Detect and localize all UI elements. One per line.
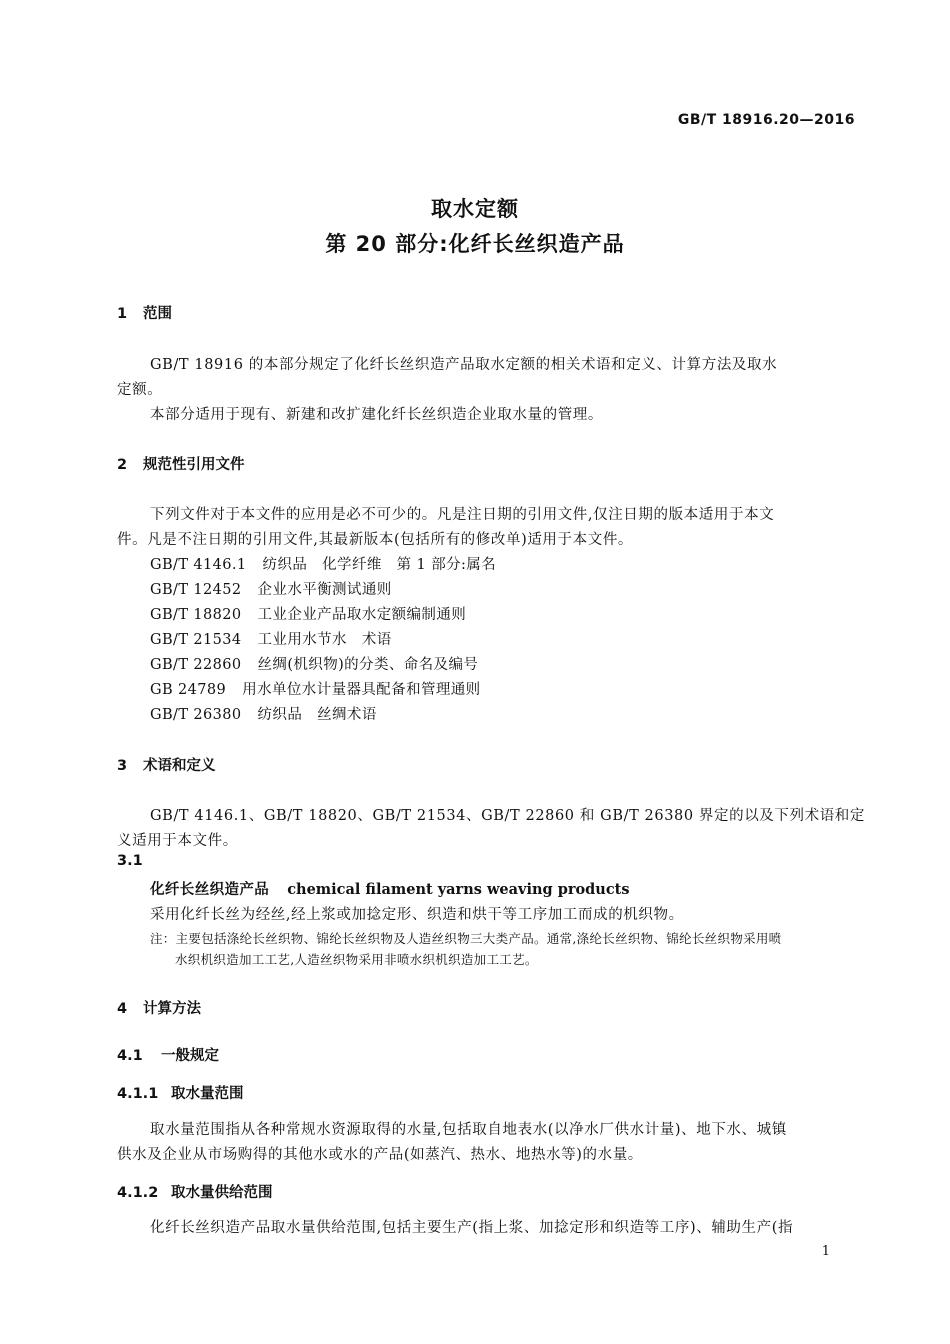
term-definition: 采用化纤长丝为经丝,经上浆或加捻定形、织造和烘干等工序加工而成的机织物。 [150,907,684,923]
reference-name: 工业企业产品取水定额编制通则 [257,607,467,623]
reference-code: GB/T 4146.1 [150,557,247,573]
section-number: 3 [117,758,128,774]
reference-name: 用水单位水计量器具配备和管理通则 [242,682,481,698]
paragraph: 化纤长丝织造产品取水量供给范围,包括主要生产(指上浆、加捻定形和织造等工序)、辅助生产(指 [150,1220,794,1236]
section-title: 取水量供给范围 [171,1185,273,1201]
reference-name: 工业用水节水 术语 [257,632,392,648]
paragraph-continuation: 件。凡是不注日期的引用文件,其最新版本(包括所有的修改单)适用于本文件。 [117,532,634,548]
note: 注：主要包括涤纶长丝织物、锦纶长丝织物及人造丝织物三大类产品。通常,涤纶长丝织物、锦纶长丝织物采用喷 [150,931,782,946]
doc-title: 取水定额 [431,197,519,221]
section-number: 1 [117,306,128,322]
section-title: 一般规定 [161,1048,219,1064]
reference-code: GB/T 21534 [150,632,242,648]
paragraph: GB/T 18916 的本部分规定了化纤长丝织造产品取水定额的相关术语和定义、计算方法及取水 [150,357,778,373]
reference-item [150,628,392,649]
reference-name: 企业水平衡测试通则 [257,582,392,598]
paragraph: 本部分适用于现有、新建和改扩建化纤长丝织造企业取水量的管理。 [150,407,603,423]
reference-item [150,578,392,599]
reference-name: 纺织品 化学纤维 第 1 部分:属名 [262,557,497,573]
reference-code: GB 24789 [150,682,227,698]
section-number: 2 [117,457,128,473]
reference-item [150,653,478,674]
term-zh: 化纤长丝织造产品 [150,881,270,898]
reference-name: 丝绸(机织物)的分类、命名及编号 [257,657,479,673]
reference-item [150,603,466,624]
section-2-heading [117,453,245,474]
paragraph-continuation: 供水及企业从市场购得的其他水或水的产品(如蒸汽、热水、地热水等)的水量。 [117,1147,643,1163]
reference-code: GB/T 26380 [150,707,242,723]
reference-item [150,703,377,724]
section-number: 4 [117,1001,128,1017]
section-4-heading [117,997,201,1018]
reference-code: GB/T 18820 [150,607,242,623]
paragraph-continuation: 定额。 [117,382,163,398]
reference-item [150,553,496,574]
section-title: 范围 [143,306,172,322]
section-1-heading [117,302,172,323]
section-title: 规范性引用文件 [143,457,245,473]
term-en: chemical filament yarns weaving products [287,881,630,898]
reference-item [150,678,481,699]
section-title: 取水量范围 [171,1086,244,1102]
paragraph: 下列文件对于本文件的应用是必不可少的。凡是注日期的引用文件,仅注日期的版本适用于本文 [150,507,775,523]
doc-subtitle: 第 20 部分:化纤长丝织造产品 [325,232,625,256]
subsection-4-1-1-heading [117,1082,244,1103]
subsection-4-1-2-heading [117,1181,273,1202]
subsection-4-1-heading [117,1044,219,1065]
section-title: 术语和定义 [143,758,216,774]
section-number: 4.1 [117,1048,143,1064]
section-3-heading [117,754,216,775]
reference-code: GB/T 22860 [150,657,242,673]
reference-name: 纺织品 丝绸术语 [257,707,377,723]
paragraph-continuation: 义适用于本文件。 [117,833,238,849]
term-number: 3.1 [117,853,143,869]
page-number: 1 [821,1244,830,1259]
term-entry [150,878,630,899]
paragraph: GB/T 4146.1、GB/T 18820、GB/T 21534、GB/T 22860 和 GB/T 26380 界定的以及下列术语和定 [150,808,865,824]
reference-code: GB/T 12452 [150,582,242,598]
section-number: 4.1.2 [117,1185,159,1201]
section-number: 4.1.1 [117,1086,159,1102]
section-title: 计算方法 [143,1001,201,1017]
paragraph: 取水量范围指从各种常规水资源取得的水量,包括取自地表水(以净水厂供水计量)、地下水、城镇 [150,1122,787,1138]
standard-code: GB/T 18916.20—2016 [677,112,855,128]
note-continuation: 水织机织造加工工艺,人造丝织物采用非喷水织机织造加工工艺。 [175,952,538,967]
